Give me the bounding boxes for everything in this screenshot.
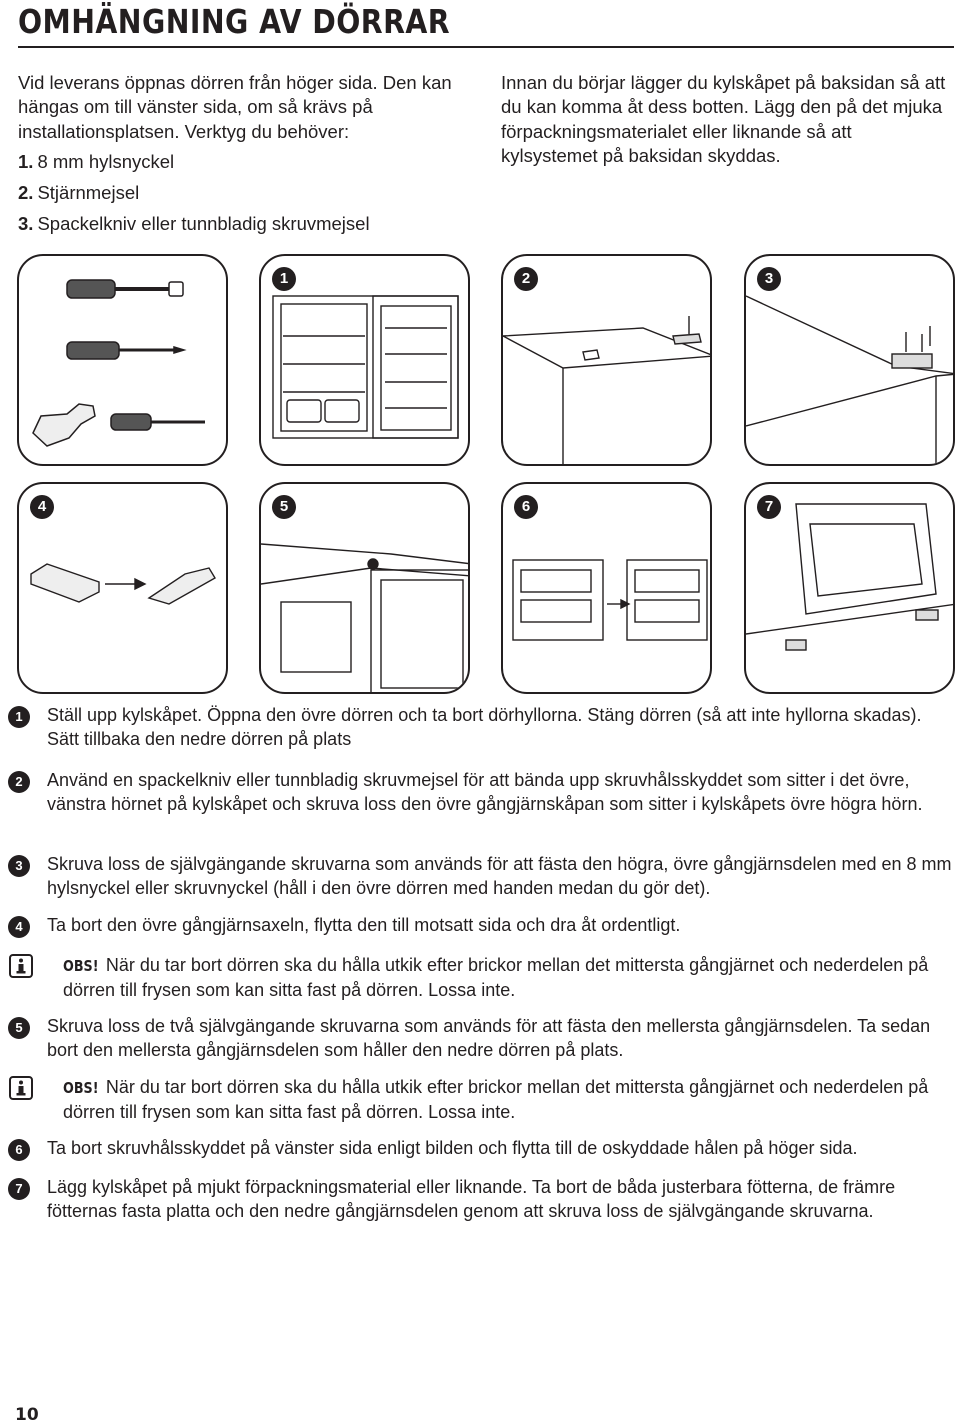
- figure-step-6: [501, 482, 712, 694]
- step-badge: 3: [8, 855, 30, 877]
- step-text: Skruva loss de två självgängande skruvarna som används för att fästa den mellersta gångjärnsdelen. Ta sedan bort den mellersta gångjärnsdelen som håller den nedre dörren på plats.: [47, 1016, 931, 1060]
- figure-badge: 4: [30, 495, 54, 519]
- step-text: Ta bort den övre gångjärnsaxeln, flytta den till motsatt sida och dra åt ordentligt.: [47, 915, 681, 935]
- figure-step-7: [744, 482, 955, 694]
- page-number: 10: [15, 1405, 39, 1425]
- figure-badge: 7: [757, 495, 781, 519]
- step-text: Använd en spackelkniv eller tunnbladig skruvmejsel för att bända upp skruvhålsskyddet som sitter i det övre, vänstra hörnet på kylskåpet och skruva loss den övre gångjärnskåpan som sitter i kylskåpets övre högra hörn.: [47, 770, 923, 814]
- figure-badge: 3: [757, 267, 781, 291]
- intro-text: Vid leverans öppnas dörren från höger sida. Den kan hängas om till vänster sida, om så krävs på installationsplatsen. Verktyg du behöver:: [18, 72, 452, 142]
- note-label: OBS!: [63, 1079, 99, 1097]
- note-text: OBS! När du tar bort dörren ska du hålla utkik efter brickor mellan det mittersta gångjärnet och nederdelen på dörren till frysen som kan sitta fast på dörren. Lossa inte.: [63, 1077, 929, 1122]
- step-text: Lägg kylskåpet på mjukt förpackningsmaterial eller liknande. Ta bort de båda justerbara fötterna, de främre fötternas fasta platta och den nedre gångjärnsdelen genom att skruva loss de självgängande skruvarna.: [47, 1177, 896, 1221]
- info-icon: [9, 1076, 33, 1100]
- tool-item: 3. Spackelkniv eller tunnbladig skruvmejsel: [18, 212, 370, 234]
- info-icon: [9, 954, 33, 978]
- note-label: OBS!: [63, 957, 99, 975]
- tools-figure: [17, 254, 228, 466]
- step-badge: 4: [8, 916, 30, 938]
- step-text: Skruva loss de självgängande skruvarna som används för att fästa den högra, övre gångjärnsdelen med en 8 mm hylsnyckel eller skruvnyckel (håll i den övre dörren med handen medan du gör det).: [47, 854, 952, 898]
- page-title: OMHÄNGNING AV DÖRRAR: [18, 2, 451, 41]
- figure-step-4: [17, 482, 228, 694]
- figure-badge: 5: [272, 495, 296, 519]
- step-badge: 5: [8, 1017, 30, 1039]
- figure-step-2: [501, 254, 712, 466]
- tool-item: 2. Stjärnmejsel: [18, 181, 140, 203]
- intro-right-text: Innan du börjar lägger du kylskåpet på baksidan så att du kan komma åt dess botten. Lägg den på det mjuka förpackningsmaterialet eller liknande så att kylsystemet på baksidan skyddas.: [501, 72, 946, 166]
- figure-step-1: [259, 254, 470, 466]
- step-badge: 7: [8, 1178, 30, 1200]
- tool-item: 1. 8 mm hylsnyckel: [18, 151, 175, 173]
- figure-badge: 6: [514, 495, 538, 519]
- step-badge: 2: [8, 771, 30, 793]
- step-text: Ställ upp kylskåpet. Öppna den övre dörren och ta bort dörhyllorna. Stäng dörren (så att inte hyllorna skadas). Sätt tillbaka den nedre dörren på plats: [47, 705, 922, 749]
- step-badge: 6: [8, 1139, 30, 1161]
- tools-list: [18, 150, 468, 236]
- intro-left: [18, 71, 468, 236]
- step-badge: 1: [8, 706, 30, 728]
- figure-step-3: [744, 254, 955, 466]
- figure-badge: 2: [514, 267, 538, 291]
- title-rule: [18, 46, 954, 48]
- note-text: OBS! När du tar bort dörren ska du hålla utkik efter brickor mellan det mittersta gångjärnet och nederdelen på dörren till frysen som kan sitta fast på dörren. Lossa inte.: [63, 955, 929, 1000]
- figure-step-5: [259, 482, 470, 694]
- figure-badge: 1: [272, 267, 296, 291]
- step-text: Ta bort skruvhålsskyddet på vänster sida enligt bilden och flytta till de oskyddade hålen på höger sida.: [47, 1138, 858, 1158]
- tools-illustration: [19, 256, 228, 466]
